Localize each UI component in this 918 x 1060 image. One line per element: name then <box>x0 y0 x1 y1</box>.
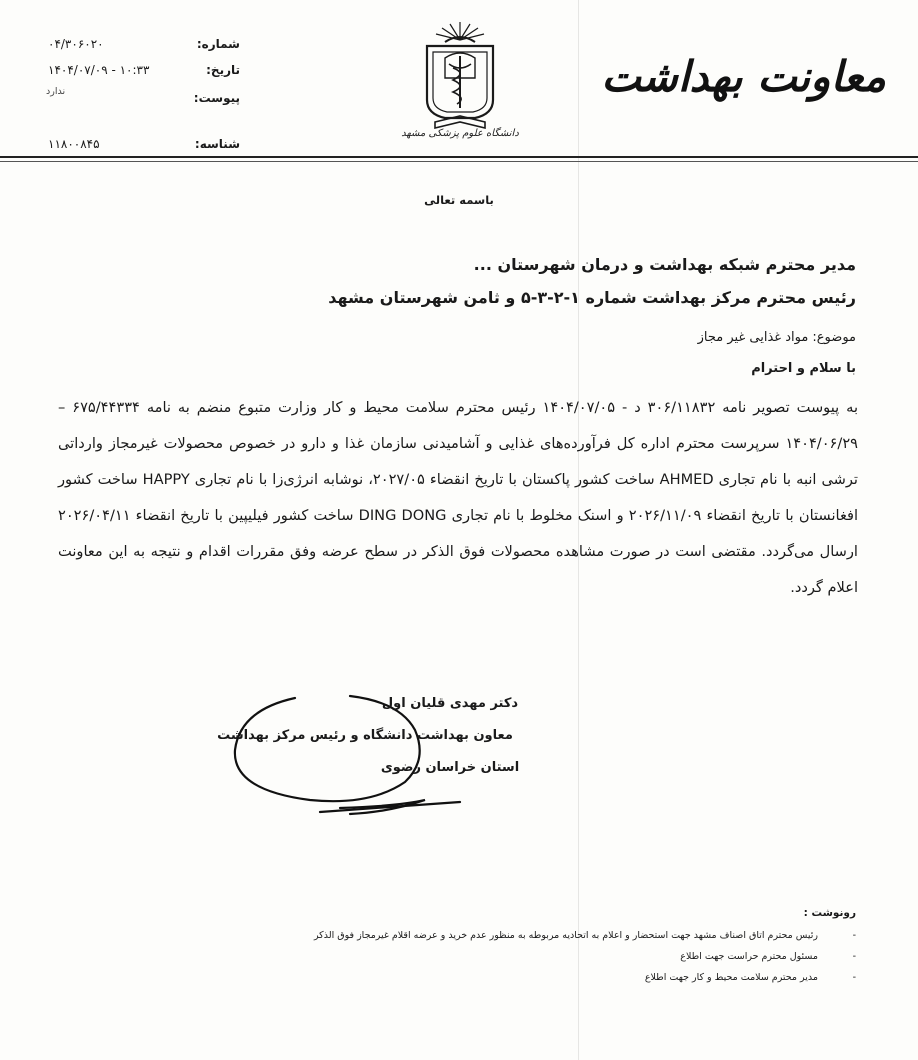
list-bullet: - <box>852 972 856 983</box>
list-item <box>96 951 856 972</box>
subject-line <box>698 330 856 345</box>
list-item <box>96 930 856 951</box>
header-rule <box>0 156 918 158</box>
meta-number-value: ۰۴/۳۰۶۰۲۰ <box>48 37 104 51</box>
meta-date-label: تاریخ: <box>206 63 240 77</box>
signatory-name: دکتر مهدی قلیان اول <box>381 696 519 711</box>
meta-attachment-label: پیوست: <box>193 91 240 105</box>
meta-id-row <box>40 138 240 156</box>
university-caption: دانشگاه علوم پزشکی مشهد <box>401 128 519 139</box>
list-bullet: - <box>852 951 856 962</box>
brand-title: معاونت بهداشت <box>601 52 886 101</box>
list-item <box>96 972 856 993</box>
signatory-title: معاون بهداشت دانشگاه و رئیس مرکز بهداشت <box>217 728 513 743</box>
cc-item-text: رئیس محترم اتاق اصناف مشهد جهت استحضار و اعلام به اتحادیه مربوطه به منظور عدم خرید و عرضه اقلام غیرمجاز فوق الذکر <box>313 930 818 941</box>
meta-date-value: ۱۴۰۴/۰۷/۰۹ - ۱۰:۳۳ <box>48 63 150 77</box>
signature-block <box>200 690 530 820</box>
meta-attachment-value: ندارد <box>46 86 66 97</box>
meta-attachment-row <box>40 86 240 110</box>
subject-label: موضوع: <box>812 330 856 345</box>
cc-list <box>96 930 856 993</box>
meta-id-value: ۱۱۸۰۰۸۴۵ <box>48 137 100 151</box>
list-bullet: - <box>852 930 856 941</box>
meta-number-label: شماره: <box>196 37 240 51</box>
cc-label: رونوشت : <box>803 907 856 919</box>
header-rule-thin <box>0 161 918 162</box>
signatory-org: استان خراسان رضوی <box>380 760 520 775</box>
subject-text: مواد غذایی غیر مجاز <box>697 330 809 345</box>
cc-item-text: مسئول محترم حراست جهت اطلاع <box>680 951 818 962</box>
cc-item-text: مدیر محترم سلامت محیط و کار جهت اطلاع <box>644 972 818 983</box>
meta-id-label: شناسه: <box>194 137 240 151</box>
recipient-line-2: رئیس محترم مرکز بهداشت شماره ۱-۲-۳-۵ و ثامن شهرستان مشهد <box>328 288 856 307</box>
greeting: با سلام و احترام <box>751 361 856 376</box>
meta-number-row <box>40 38 240 56</box>
letter-body: به پیوست تصویر نامه ۳۰۶/۱۱۸۳۲ د - ۱۴۰۴/۰۷/۰۵ رئیس محترم سلامت محیط و کار وزارت متبوع منضم به نامه ۶۷۵/۴۴۳۳۴ – ۱۴۰۴/۰۶/۲۹ سرپرست محترم اداره کل فرآورده‌های غذایی و آشامیدنی سازمان غذا و دارو در خصوص محصولات غیرمجاز وارداتی ترشی انبه با نام تجاری AHMED ساخت کشور پاکستان با تاریخ انقضاء ۲۰۲۷/۰۵، نوشابه انرژی‌زا با نام تجاری HAPPY ساخت کشور افغانستان با تاریخ انقضاء ۲۰۲۶/۱۱/۰۹ و اسنک مخلوط با نام تجاری DING DONG ساخت کشور فیلیپین با تاریخ انقضاء ۲۰۲۶/۰۴/۱۱ ارسال می‌گردد. مقتضی است در صورت مشاهده محصولات فوق الذکر در سطح عرضه وفق مقررات اقدام و نتیجه به این معاونت اعلام گردد. <box>58 399 859 596</box>
meta-date-row <box>40 64 240 82</box>
recipient-line-1: مدیر محترم شبکه بهداشت و درمان شهرستان ... <box>473 255 856 274</box>
salutation-top: باسمه تعالی <box>424 193 494 207</box>
